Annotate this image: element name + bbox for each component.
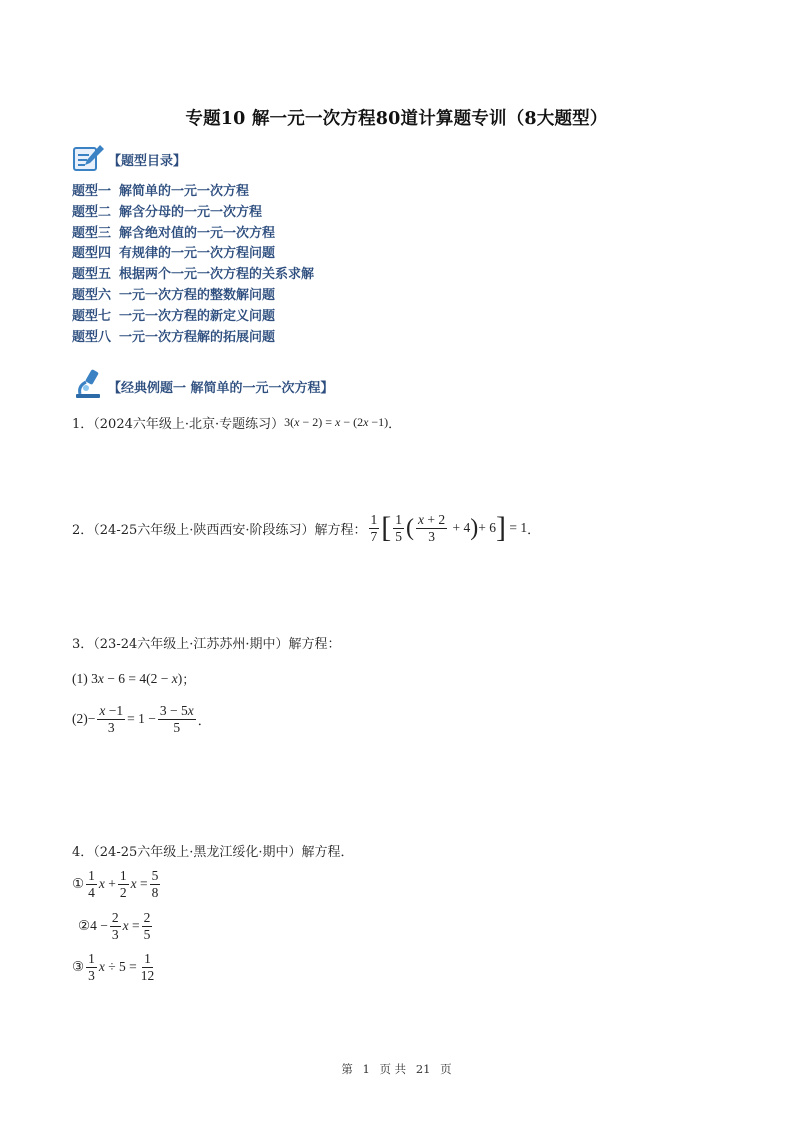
period: ． — [388, 417, 402, 432]
page-footer — [0, 1061, 793, 1077]
page-title: 专题10 解一元一次方程80道计算题专训（8大题型） — [185, 109, 608, 129]
question-4-part-3 — [72, 951, 158, 983]
toc-item-label: 题型四 — [72, 246, 112, 261]
toc-item[interactable] — [72, 201, 262, 220]
equation-3-2: − $\frac{x -1}{3}$ = 1 − $\frac{3 - 5x}{5}$ — [87, 703, 194, 735]
toc-item-label: 题型一 — [72, 184, 112, 199]
equation-4-3: $\frac{1}{3}$ x ÷ 5 = $\frac{1}{12}$ — [88, 951, 155, 983]
toc-item-label: 题型七 — [72, 309, 112, 324]
toc-item[interactable] — [72, 326, 275, 345]
circled-3: ③ — [72, 959, 85, 975]
question-1-text: 1．（2024六年级上·北京·专题练习） — [72, 417, 285, 432]
question-3-part-2 — [72, 703, 211, 735]
part-label: (1) — [72, 670, 88, 686]
equation-2: $\frac{1}{7}$ [ $\frac{1}{5}$ ( $\frac{x + 2}{3}$ + 4 ) + 6 ] = 1 — [370, 511, 528, 545]
footer-suffix: 页 — [440, 1062, 452, 1076]
toc-item-text: 解含分母的一元一次方程 — [119, 205, 263, 220]
equation-4-1: $\frac{1}{4}$ x + $\frac{1}{2}$ x = $\frac{5}{8}$ — [88, 868, 159, 900]
question-2 — [72, 512, 540, 544]
circled-2: ② — [78, 918, 91, 934]
footer-total: 21 — [415, 1062, 431, 1076]
period: ． — [527, 522, 541, 538]
toc-item-text: 一元一次方程的新定义问题 — [119, 309, 276, 324]
toc-heading: 【题型目录】 — [108, 154, 187, 169]
toc-item-label: 题型三 — [72, 226, 112, 241]
toc-item[interactable] — [72, 305, 275, 324]
toc-icon-wrap — [72, 143, 106, 173]
equation-3-1: 3x − 6 = 4(2 − x) — [87, 670, 183, 686]
microscope-icon — [72, 368, 106, 400]
toc-item[interactable] — [72, 242, 275, 261]
question-3-text: 3．（23-24六年级上·江苏苏州·期中）解方程： — [72, 637, 341, 652]
example-heading: 【经典例题一 解简单的一元一次方程】 — [108, 381, 334, 396]
toc-item-text: 一元一次方程解的拓展问题 — [119, 330, 276, 345]
period: ． — [197, 713, 211, 729]
question-2-text: 2．（24-25六年级上·陕西西安·阶段练习）解方程： — [72, 522, 367, 538]
toc-item[interactable] — [72, 180, 249, 199]
toc-item-text: 根据两个一元一次方程的关系求解 — [119, 267, 315, 282]
example-icon-wrap — [72, 368, 106, 400]
toc-item[interactable] — [72, 263, 314, 282]
toc-item-text: 解简单的一元一次方程 — [119, 184, 250, 199]
toc-item-text: 有规律的一元一次方程问题 — [119, 246, 276, 261]
toc-item-label: 题型八 — [72, 330, 112, 345]
question-4-text: 4．（24-25六年级上·黑龙江绥化·期中）解方程． — [72, 845, 354, 860]
toc-item-text: 解含绝对值的一元一次方程 — [119, 226, 276, 241]
part-label: (2) — [72, 711, 88, 727]
toc-item[interactable] — [72, 284, 275, 303]
equation-1: 3(x − 2) = x − (2x −1) — [284, 415, 389, 429]
note-pencil-icon — [72, 143, 106, 173]
question-4-part-2 — [78, 910, 154, 942]
semicolon: ； — [182, 673, 196, 688]
toc-item-text: 一元一次方程的整数解问题 — [119, 288, 276, 303]
toc-item[interactable] — [72, 222, 275, 241]
question-3-part-1 — [72, 669, 195, 688]
footer-middle: 页 共 — [379, 1062, 407, 1076]
footer-prefix: 第 — [341, 1062, 353, 1076]
toc-item-label: 题型二 — [72, 205, 112, 220]
question-1 — [72, 413, 401, 432]
footer-page: 1 — [362, 1062, 370, 1076]
toc-item-label: 题型六 — [72, 288, 112, 303]
question-4-part-1 — [72, 868, 162, 900]
toc-item-label: 题型五 — [72, 267, 112, 282]
equation-4-2: 4 − $\frac{2}{3}$ x = $\frac{2}{5}$ — [90, 910, 151, 942]
circled-1: ① — [72, 876, 85, 892]
